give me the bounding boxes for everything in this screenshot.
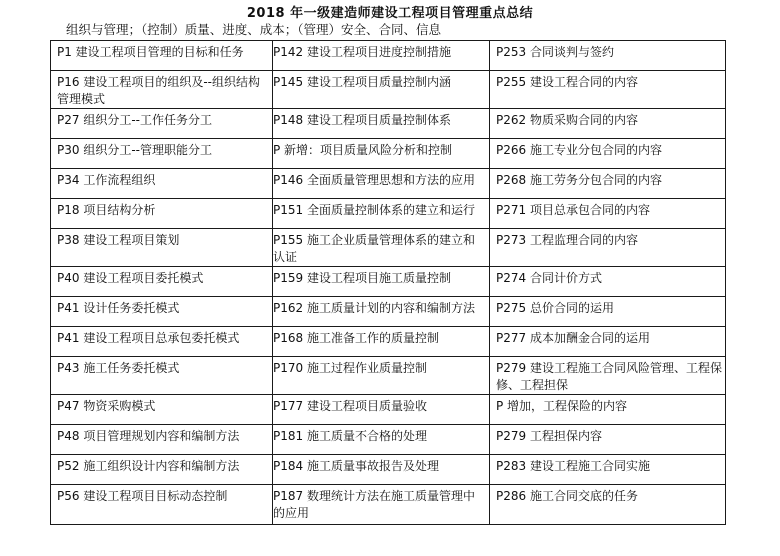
table-cell-text: P 新增：项目质量风险分析和控制 — [273, 143, 453, 157]
table-cell-text: P286 施工合同交底的任务 — [496, 489, 638, 503]
table-cell-text: P159 建设工程项目施工质量控制 — [273, 271, 451, 285]
table-cell — [490, 267, 726, 297]
table-cell-text: P273 工程监理合同的内容 — [496, 233, 638, 247]
table-cell — [51, 357, 273, 395]
table-cell — [51, 425, 273, 455]
table-row — [51, 327, 726, 357]
table-cell — [273, 297, 490, 327]
table-row — [51, 485, 726, 525]
table-cell — [490, 109, 726, 139]
table-cell-text: P271 项目总承包合同的内容 — [496, 203, 650, 217]
table-cell — [51, 71, 273, 109]
topics-table-body — [51, 41, 726, 525]
table-cell — [51, 297, 273, 327]
table-cell — [51, 199, 273, 229]
table-cell — [490, 357, 726, 395]
table-row — [51, 297, 726, 327]
table-cell-text: P253 合同谈判与签约 — [496, 45, 614, 59]
table-cell-text: P266 施工专业分包合同的内容 — [496, 143, 662, 157]
table-cell — [273, 41, 490, 71]
table-cell-text: P30 组织分工--管理职能分工 — [57, 143, 212, 157]
table-row — [51, 109, 726, 139]
table-cell-text: P40 建设工程项目委托模式 — [57, 271, 204, 285]
table-cell-text: P43 施工任务委托模式 — [57, 361, 180, 375]
table-cell — [490, 229, 726, 267]
table-row — [51, 357, 726, 395]
table-cell — [490, 71, 726, 109]
table-cell-text: P 增加，工程保险的内容 — [496, 399, 628, 413]
table-cell-text: P181 施工质量不合格的处理 — [273, 429, 427, 443]
table-cell — [273, 327, 490, 357]
table-cell-text: P16 建设工程项目的组织及--组织结构管理模式 — [57, 75, 260, 106]
table-cell — [273, 199, 490, 229]
table-cell-text: P48 项目管理规划内容和编制方法 — [57, 429, 240, 443]
table-cell-text: P262 物质采购合同的内容 — [496, 113, 638, 127]
table-cell — [273, 267, 490, 297]
table-cell — [273, 395, 490, 425]
document-title: 2018 年一级建造师建设工程项目管理重点总结 — [246, 6, 534, 21]
table-cell-text: P146 全面质量管理思想和方法的应用 — [273, 173, 475, 187]
table-cell-text: P1 建设工程项目管理的目标和任务 — [57, 45, 244, 59]
table-cell-text: P255 建设工程合同的内容 — [496, 75, 638, 89]
table-cell — [51, 455, 273, 485]
table-cell — [490, 425, 726, 455]
table-cell-text: P41 建设工程项目总承包委托模式 — [57, 331, 240, 345]
table-cell-text: P168 施工准备工作的质量控制 — [273, 331, 439, 345]
table-cell — [490, 139, 726, 169]
table-cell — [273, 71, 490, 109]
table-cell — [490, 327, 726, 357]
table-row — [51, 395, 726, 425]
table-row — [51, 169, 726, 199]
table-cell-text: P47 物资采购模式 — [57, 399, 156, 413]
table-cell — [490, 395, 726, 425]
table-cell — [273, 169, 490, 199]
table-cell — [273, 455, 490, 485]
table-cell — [51, 109, 273, 139]
table-cell-text: P56 建设工程项目目标动态控制 — [57, 489, 228, 503]
table-cell-text: P275 总价合同的运用 — [496, 301, 614, 315]
table-cell — [490, 41, 726, 71]
table-cell — [273, 357, 490, 395]
table-cell-text: P170 施工过程作业质量控制 — [273, 361, 427, 375]
table-cell-text: P41 设计任务委托模式 — [57, 301, 180, 315]
table-row — [51, 199, 726, 229]
table-cell-text: P184 施工质量事故报告及处理 — [273, 459, 439, 473]
table-cell — [51, 327, 273, 357]
table-row — [51, 267, 726, 297]
table-cell — [51, 169, 273, 199]
table-cell-text: P187 数理统计方法在施工质量管理中的应用 — [273, 489, 475, 520]
table-cell-text: P148 建设工程项目质量控制体系 — [273, 113, 451, 127]
table-cell — [490, 455, 726, 485]
table-cell-text: P283 建设工程施工合同实施 — [496, 459, 650, 473]
table-cell-text: P52 施工组织设计内容和编制方法 — [57, 459, 240, 473]
topics-table — [50, 40, 726, 525]
table-cell-text: P279 建设工程施工合同风险管理、工程保修、工程担保 — [496, 361, 722, 392]
table-cell — [51, 267, 273, 297]
table-cell — [490, 169, 726, 199]
table-cell — [490, 485, 726, 525]
table-cell — [490, 199, 726, 229]
table-cell — [51, 229, 273, 267]
table-cell — [51, 395, 273, 425]
table-cell-text: P162 施工质量计划的内容和编制方法 — [273, 301, 475, 315]
table-row — [51, 41, 726, 71]
table-cell-text: P274 合同计价方式 — [496, 271, 602, 285]
table-cell — [51, 139, 273, 169]
table-row — [51, 455, 726, 485]
table-cell-text: P18 项目结构分析 — [57, 203, 156, 217]
table-cell-text: P177 建设工程项目质量验收 — [273, 399, 427, 413]
table-row — [51, 425, 726, 455]
table-row — [51, 229, 726, 267]
table-cell — [273, 229, 490, 267]
table-cell-text: P34 工作流程组织 — [57, 173, 156, 187]
document-subtitle: 组织与管理；（控制）质量、进度、成本；（管理）安全、合同、信息 — [66, 22, 442, 37]
table-cell-text: P27 组织分工--工作任务分工 — [57, 113, 212, 127]
table-cell — [490, 297, 726, 327]
table-cell-text: P38 建设工程项目策划 — [57, 233, 180, 247]
table-cell-text: P151 全面质量控制体系的建立和运行 — [273, 203, 475, 217]
table-cell — [273, 109, 490, 139]
table-cell-text: P268 施工劳务分包合同的内容 — [496, 173, 662, 187]
table-cell — [51, 485, 273, 525]
table-cell-text: P155 施工企业质量管理体系的建立和认证 — [273, 233, 475, 264]
table-row — [51, 139, 726, 169]
table-cell — [273, 425, 490, 455]
table-cell — [51, 41, 273, 71]
table-cell-text: P145 建设工程项目质量控制内涵 — [273, 75, 451, 89]
table-cell-text: P279 工程担保内容 — [496, 429, 602, 443]
table-cell-text: P277 成本加酬金合同的运用 — [496, 331, 650, 345]
table-cell-text: P142 建设工程项目进度控制措施 — [273, 45, 451, 59]
table-row — [51, 71, 726, 109]
table-cell — [273, 139, 490, 169]
table-cell — [273, 485, 490, 525]
